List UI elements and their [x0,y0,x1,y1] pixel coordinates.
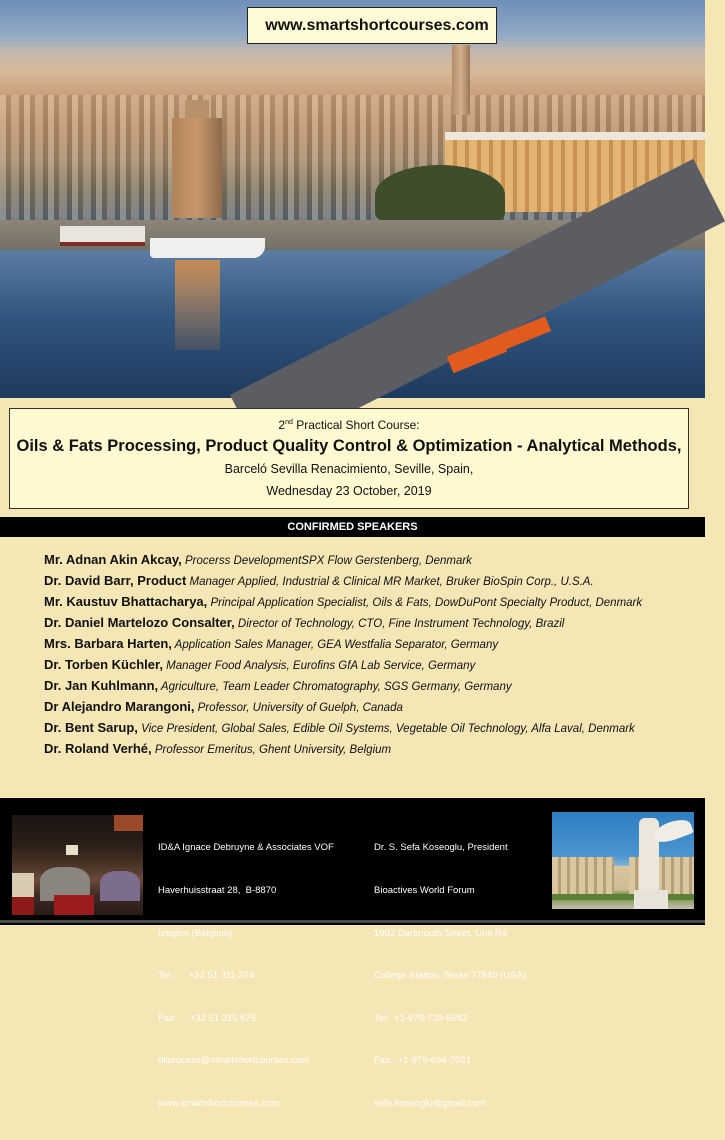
speaker-role: Principal Application Specialist, Oils & Fats, DowDuPont Specialty Product, Denmark [207,597,643,609]
city: College Station, Texas 77840 (USA) [374,970,526,982]
contact-belgium [158,813,334,1140]
speaker-role: Director of Technology, CTO, Fine Instrument Technology, Brazil [234,618,565,630]
speaker-name: Dr. Bent Sarup, [44,720,138,735]
speaker-role: Vice President, Global Sales, Edible Oil Systems, Vegetable Oil Technology, Alfa Laval, Denmark [137,723,635,735]
edition-number: 2 [278,418,286,432]
speaker-name: Mr. Kaustuv Bhattacharya, [44,594,208,609]
course-venue: Barceló Sevilla Renacimiento, Seville, Spain, [224,462,474,476]
course-subtitle [10,418,688,432]
footer-rule [0,920,705,923]
speaker-item [44,636,694,657]
speaker-name: Dr. Jan Kuhlmann, [44,678,159,693]
speaker-role: Professor, University of Guelph, Canada [194,702,403,714]
stage [66,845,78,855]
city: Izegem (Belgium) [158,927,233,939]
email-link[interactable]: sefa.koseoglu@gmail.com [374,1098,486,1110]
speaker-name: Dr. David Barr, Product [44,573,187,588]
fax: Fax: +32 51 315 675 [158,1012,256,1024]
speakers-heading: CONFIRMED SPEAKERS [0,517,705,537]
speakers-list [44,552,694,762]
speaker-role: Manager Applied, Industrial & Clinical MR Market, Bruker BioSpin Corp., U.S.A. [186,576,594,588]
speaker-role: Procerss DevelopmentSPX Flow Gerstenberg, Denmark [181,555,472,567]
boat [150,238,265,258]
speaker-name: Dr. Roland Verhé, [44,741,152,756]
speaker-role: Application Sales Manager, GEA Westfalia Separator, Germany [171,639,499,651]
speaker-item [44,552,694,573]
audience-photo [12,815,143,915]
course-title-box [9,408,689,509]
speaker-item [44,615,694,636]
speaker-name: Dr Alejandro Marangoni, [44,699,195,714]
org-name: ID&A Ignace Debruyne & Associates VOF [158,842,334,854]
speaker-name: Dr. Daniel Martelozo Consalter, [44,615,235,630]
giralda-tower [452,45,470,115]
speaker-item [44,573,694,594]
speaker-role: Agriculture, Team Leader Chromatography, SGS Germany, Germany [158,681,512,693]
fax: Fax: +1-979-694-7031 [374,1055,471,1067]
statue-photo [552,812,694,909]
edition-suffix: nd [285,419,293,426]
speaker-item [44,657,694,678]
website-banner[interactable] [247,7,497,44]
speaker-item [44,699,694,720]
speaker-role: Professor Emeritus, Ghent University, Belgium [151,744,392,756]
speaker-name: Mr. Adnan Akin Akcay, [44,552,182,567]
building [552,857,614,895]
phone: Tel: +1-979-739-5682 [374,1012,468,1024]
street-address: Haverhuisstraat 28, B-8870 [158,885,277,897]
footer [0,798,705,1110]
pedestal [634,890,668,909]
lawn [552,894,694,900]
website-link[interactable]: www.smartshortcourses.com [158,1098,280,1110]
speaker-item [44,678,694,699]
person-name: Dr. S. Sefa Koseoglu, President [374,842,508,854]
contact-usa [374,813,526,1140]
speaker-item [44,741,694,762]
subtitle-text: Practical Short Course: [292,418,420,432]
speaker-item [44,594,694,615]
trees [375,165,505,225]
seat [12,897,34,915]
attendee [100,871,140,901]
hero-photo [0,0,705,398]
wall [114,815,143,831]
course-date: Wednesday 23 October, 2019 [266,484,432,498]
speaker-name: Mrs. Barbara Harten, [44,636,172,651]
seat [54,895,94,915]
speaker-item [44,720,694,741]
torre-del-oro [172,118,222,218]
tower-reflection [175,260,220,350]
speaker-role: Manager Food Analysis, Eurofins GfA Lab Service, Germany [162,660,476,672]
boat [60,226,145,246]
attendee [12,873,34,899]
street-address: 1902 Dartmouth Street, Unit R4 [374,927,508,939]
org-name: Bioactives World Forum [374,885,475,897]
phone: Tel.: +32 51 311 274 [158,970,255,982]
course-title: Oils & Fats Processing, Product Quality Control & Optimization - Analytical Methods, [16,437,682,455]
email-link[interactable]: oilprocess@smartshortcourses.com [158,1055,310,1067]
website-link[interactable]: www.smartshortcourses.com [265,16,489,34]
speaker-name: Dr. Torben Küchler, [44,657,163,672]
